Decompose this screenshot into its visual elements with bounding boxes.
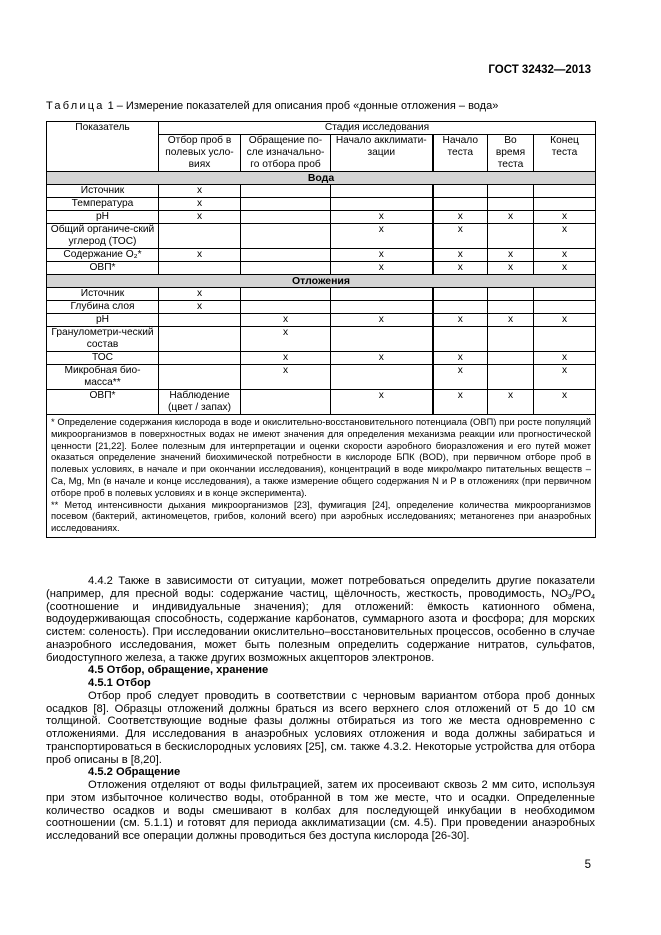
stage-cell <box>488 352 534 365</box>
stage-cell <box>534 185 596 198</box>
stage-cell <box>534 288 596 301</box>
stage-cell: x <box>534 314 596 327</box>
stage-cell <box>159 327 241 352</box>
table-row <box>47 262 596 275</box>
stage-header: Отбор проб в полевых усло-виях <box>159 135 241 172</box>
stage-cell <box>433 301 488 314</box>
stage-cell <box>241 288 331 301</box>
stage-cell: x <box>488 390 534 415</box>
section-row <box>47 275 596 288</box>
stage-cell: x <box>488 314 534 327</box>
stage-cell: x <box>433 262 488 275</box>
stage-header: Начало теста <box>433 135 488 172</box>
table-row <box>47 249 596 262</box>
stage-cell <box>159 224 241 249</box>
stage-cell: x <box>331 390 433 415</box>
indicator-label: ОВП* <box>47 390 159 415</box>
stage-header: Во время теста <box>488 135 534 172</box>
standard-number: ГОСТ 32432—2013 <box>488 64 591 76</box>
paragraph-4-4-2 <box>46 575 595 664</box>
paragraph-4-5-2: Отложения отделяют от воды фильтрацией, затем их просеивают сквозь 2 мм сито, используя при этом избыточное количество воды, отобранной в том же месте, что и осадки. Определенные количество осадков и воды смешивают в колбах для последующей инкубации в необходимом соотношении (см. 5.1.1) и готовят для периода акклиматизации (см. 4.5). При проведении анаэробных исследований все операции должны проводиться без доступа кислорода [26-30]. <box>46 779 595 842</box>
footnote-2: ** Метод интенсивности дыхания микроорганизмов [23], фумигация [24], определение количества микроорганизмов посевом (бактерий, актиномецетов, грибов, колоний всего) при аэробных исследованиях; метаногенез при анаэробных исследованиях. <box>51 498 592 534</box>
stage-cell <box>331 288 433 301</box>
stage-cell: x <box>331 352 433 365</box>
indicator-label: Температура <box>47 198 159 211</box>
subscript: 3 <box>567 593 572 601</box>
stage-cell <box>331 365 433 390</box>
text: /PO <box>571 587 592 600</box>
stage-cell: x <box>534 249 596 262</box>
stage-cell <box>241 249 331 262</box>
indicator-label: Содержание O₂* <box>47 249 159 262</box>
stage-cell: x <box>331 211 433 224</box>
indicator-label: pH <box>47 211 159 224</box>
stage-cell: x <box>534 262 596 275</box>
footnote-1: * Определение содержания кислорода в воде и окислительно-восстановительного потенциала (ОВП) при росте популяций микроорганизмов в поверхностных водах не имеют значения для определения механизма реакции или прогностической ценности [21,22]. Более полезным для интерпретации и оценки скорости аэробного биоразложения и его путей может оказаться определение значений биохимической потребности в кислороде БПК (BOD), при первичном отборе проб в полевых условиях, в начале и при окончании исследования), концентраций в воде микро/макро питательных веществ – Ca, Mg, Mn (в начале и конце исследования), а также измерение общего содержания N и P в отложениях (при первичном отборе проб в полевых условиях и в конце эксперимента). <box>51 416 592 498</box>
stage-cell <box>488 327 534 352</box>
table-row <box>47 352 596 365</box>
indicator-label: Источник <box>47 288 159 301</box>
text: 4.4.2 Также в зависимости от ситуации, может потребоваться определить другие показатели (например, для пресной воды: содержание частиц, щёлочность, жесткость, проводимость, NO <box>46 575 595 600</box>
heading-4-5-1: 4.5.1 Отбор <box>88 677 151 689</box>
stage-cell <box>488 301 534 314</box>
indicator-label: Общий органиче-ский углерод (ТОС) <box>47 224 159 249</box>
stage-cell: x <box>488 262 534 275</box>
stage-cell <box>159 365 241 390</box>
stage-cell <box>433 198 488 211</box>
stage-cell <box>433 327 488 352</box>
stage-cell: x <box>433 249 488 262</box>
indicator-label: pH <box>47 314 159 327</box>
stage-cell <box>433 185 488 198</box>
indicator-label: ТОС <box>47 352 159 365</box>
stage-cell: x <box>159 198 241 211</box>
stage-cell <box>241 198 331 211</box>
stage-cell: x <box>159 211 241 224</box>
col-stage: Стадия исследования <box>159 122 596 135</box>
footnotes <box>47 415 596 538</box>
stage-cell <box>433 288 488 301</box>
stage-cell <box>534 327 596 352</box>
stage-header: Начало акклимати-зации <box>331 135 433 172</box>
table-row <box>47 390 596 415</box>
stage-cell: x <box>534 224 596 249</box>
table-row <box>47 314 596 327</box>
stage-cell: x <box>331 249 433 262</box>
stage-cell: x <box>241 327 331 352</box>
stage-cell <box>331 301 433 314</box>
stage-cell <box>488 224 534 249</box>
stage-cell: x <box>159 249 241 262</box>
table-row <box>47 185 596 198</box>
section-title: Отложения <box>47 275 596 288</box>
text: (соотношение и индивидуальные значения); для отложений: ёмкость катионного обмена, водоудерживающая способность, содержание карбонатов, суммарного азота и фосфора; для морских систем: соленость). При исследовании окислительно–восстановительных процессов, особенно в случае анаэробного исследования, может быть полезным определить содержание нитратов, сульфатов, биодоступного железа, а также других возможных акцепторов электронов. <box>46 600 595 664</box>
caption-prefix: Таблица <box>46 100 105 112</box>
section-title: Вода <box>47 172 596 185</box>
stage-cell <box>331 185 433 198</box>
stage-cell: x <box>534 390 596 415</box>
stage-cell: x <box>241 314 331 327</box>
stage-cell: Наблюдение (цвет / запах) <box>159 390 241 415</box>
header-row <box>47 122 596 135</box>
stage-cell: x <box>433 390 488 415</box>
stage-cell: x <box>433 365 488 390</box>
stage-cell: x <box>534 211 596 224</box>
stage-cell <box>159 262 241 275</box>
stage-cell <box>534 198 596 211</box>
table-row <box>47 365 596 390</box>
table-row <box>47 288 596 301</box>
stage-cell: x <box>433 352 488 365</box>
stage-cell: x <box>433 224 488 249</box>
col-indicator: Показатель <box>47 122 159 172</box>
stage-cell <box>241 262 331 275</box>
table-row <box>47 301 596 314</box>
stage-cell: x <box>331 224 433 249</box>
body-text <box>46 575 595 843</box>
indicator-label: Гранулометри-ческий состав <box>47 327 159 352</box>
stage-cell: x <box>433 314 488 327</box>
stage-header: Обращение по-сле изначально-го отбора проб <box>241 135 331 172</box>
stage-cell: x <box>331 314 433 327</box>
table-row <box>47 198 596 211</box>
stage-cell <box>331 327 433 352</box>
stage-cell: x <box>159 301 241 314</box>
stage-cell: x <box>534 352 596 365</box>
table-row <box>47 224 596 249</box>
stage-cell <box>534 301 596 314</box>
stage-cell: x <box>159 185 241 198</box>
stage-cell: x <box>433 211 488 224</box>
table-row <box>47 327 596 352</box>
stage-cell <box>241 211 331 224</box>
indicator-label: Источник <box>47 185 159 198</box>
stage-cell: x <box>488 249 534 262</box>
stage-cell <box>159 352 241 365</box>
stage-cell <box>488 185 534 198</box>
table-row <box>47 211 596 224</box>
stage-cell <box>241 185 331 198</box>
indicator-label: Микробная био-масса** <box>47 365 159 390</box>
indicator-label: ОВП* <box>47 262 159 275</box>
stage-cell: x <box>241 352 331 365</box>
stage-cell <box>488 198 534 211</box>
stage-cell: x <box>241 365 331 390</box>
stage-cell <box>241 224 331 249</box>
table-caption <box>46 100 498 112</box>
caption-text: 1 – Измерение показателей для описания проб «донные отложения – вода» <box>104 100 499 112</box>
section-row <box>47 172 596 185</box>
stage-cell: x <box>159 288 241 301</box>
paragraph-4-5-1: Отбор проб следует проводить в соответствии с черновым вариантом отбора проб донных осадков [8]. Образцы отложений должны браться из всего верхнего слоя отложений от 5 до 10 см толщиной. Соответствующие водные фазы должны отбираться из того же места одновременно с отложениями. Для исследования в анаэробных условиях отложения и вода должны забираться и транспортироваться в бескислородных условиях [25], см. также 4.3.2. Некоторые устройства для отбора проб описаны в [8,20]. <box>46 689 595 766</box>
stage-cell <box>331 198 433 211</box>
stage-cell <box>488 288 534 301</box>
stage-cell <box>488 365 534 390</box>
heading-4-5: 4.5 Отбор, обращение, хранение <box>88 664 269 677</box>
heading-4-5-2: 4.5.2 Обращение <box>88 766 181 779</box>
indicator-label: Глубина слоя <box>47 301 159 314</box>
stage-cell: x <box>534 365 596 390</box>
stage-cell <box>241 390 331 415</box>
stage-cell <box>241 301 331 314</box>
subscript: 4 <box>591 593 595 601</box>
stage-cell: x <box>331 262 433 275</box>
footnote-row <box>47 415 596 538</box>
stage-header: Конец теста <box>534 135 596 172</box>
stage-cell <box>159 314 241 327</box>
page-number: 5 <box>584 859 591 871</box>
indicators-table <box>46 121 596 538</box>
stage-cell: x <box>488 211 534 224</box>
